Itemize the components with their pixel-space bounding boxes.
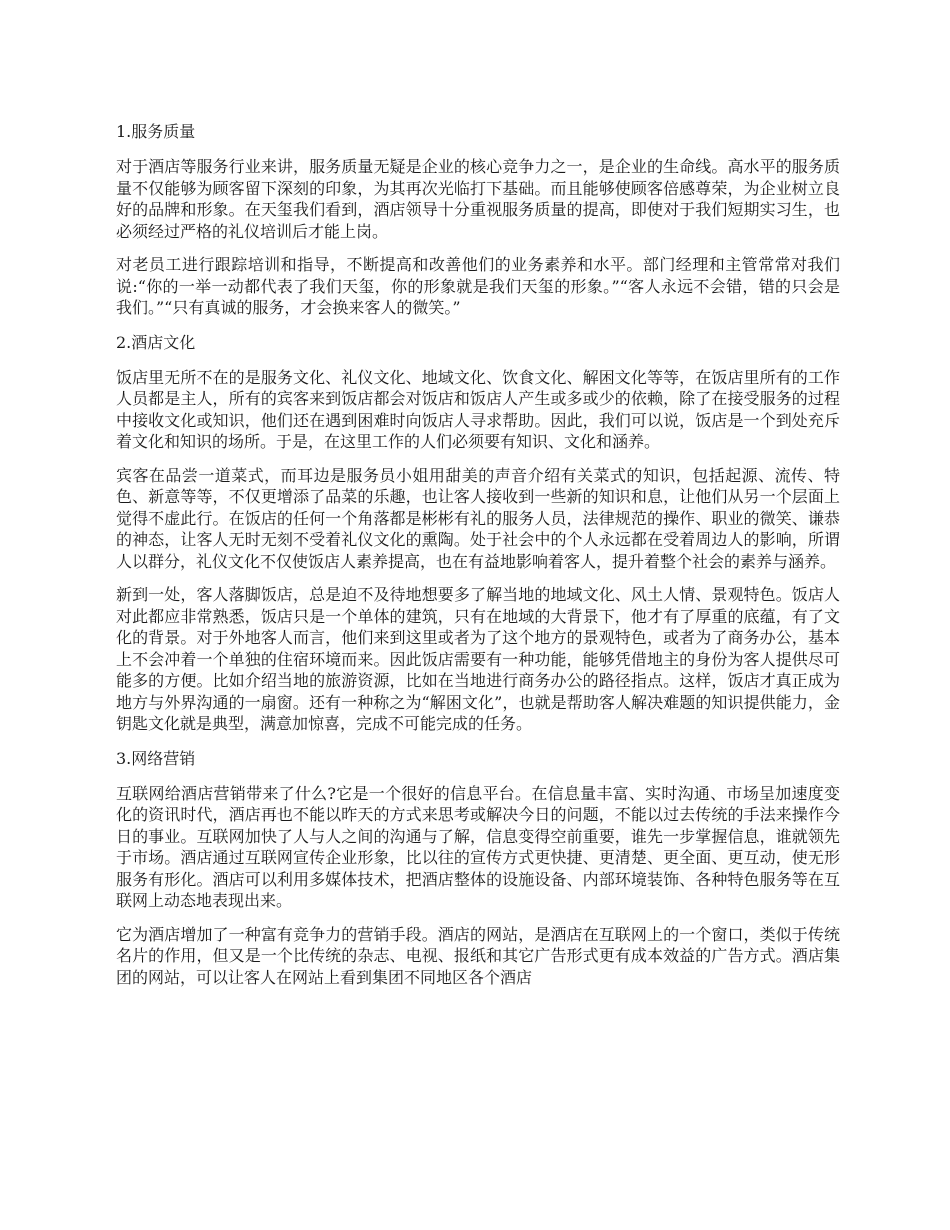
paragraph: 新到一处，客人落脚饭店，总是迫不及待地想要多了解当地的地域文化、风土人情、景观特色。饭店人对此都应非常熟悉，饭店只是一个单体的建筑，只有在地域的大背景下，他才有了厚重的底蕴，有了文化的背景。对于外地客人而言，他们来到这里或者为了这个地方的景观特色，或者为了商务办公，基本上不会冲着一个单独的住宿环境而来。因此饭店需要有一种功能，能够凭借地主的身份为客人提供尽可能多的方便。比如介绍当地的旅游资源，比如在当地进行商务办公的路径指点。这样，饭店才真正成为地方与外界沟通的一扇窗。还有一种称之为“解困文化”，也就是帮助客人解决难题的知识提供能力，金钥匙文化就是典型，满意加惊喜，完成不可能完成的任务。 <box>116 585 840 733</box>
document-page <box>116 120 840 1000</box>
paragraph: 互联网给酒店营销带来了什么?它是一个很好的信息平台。在信息量丰富、实时沟通、市场呈加速度变化的资讯时代，酒店再也不能以昨天的方式来思考或解决今日的问题，不能以过去传统的手法来操作今日的事业。互联网加快了人与人之间的沟通与了解，信息变得空前重要，谁先一步掌握信息，谁就领先于市场。酒店通过互联网宣传企业形象，比以往的宣传方式更快捷、更清楚、更全面、更互动，使无形服务有形化。酒店可以利用多媒体技术，把酒店整体的设施设备、内部环境装饰、各种特色服务等在互联网上动态地表现出来。 <box>116 783 840 910</box>
section-hotel-culture <box>116 331 840 735</box>
section-service-quality <box>116 120 840 319</box>
section-online-marketing <box>116 747 840 989</box>
paragraph: 宾客在品尝一道菜式，而耳边是服务员小姐用甜美的声音介绍有关菜式的知识，包括起源、流传、特色、新意等等，不仅更增添了品菜的乐趣，也让客人接收到一些新的知识和息，让他们从另一个层面上觉得不虚此行。在饭店的任何一个角落都是彬彬有礼的服务人员，法律规范的操作、职业的微笑、谦恭的神态，让客人无时无刻不受着礼仪文化的熏陶。处于社会中的个人永远都在受着周边人的影响，所谓人以群分，礼仪文化不仅使饭店人素养提高，也在有益地影响着客人，提升着整个社会的素养与涵养。 <box>116 465 840 571</box>
section-heading: 1.服务质量 <box>116 122 196 141</box>
paragraph: 对老员工进行跟踪培训和指导，不断提高和改善他们的业务素养和水平。部门经理和主管常常对我们说:“你的一举一动都代表了我们天玺，你的形象就是我们天玺的形象。”“客人永远不会错，错的只会是我们。”“只有真诚的服务，才会换来客人的微笑。” <box>116 255 840 317</box>
section-heading: 2.酒店文化 <box>116 332 196 352</box>
paragraph: 它为酒店增加了一种富有竞争力的营销手段。酒店的网站，是酒店在互联网上的一个窗口，类似于传统名片的作用，但又是一个比传统的杂志、电视、报纸和其它广告形式更有成本效益的广告方式。酒店集团的网站，可以让客人在网站上看到集团不同地区各个酒店 <box>116 924 840 987</box>
paragraph: 对于酒店等服务行业来讲，服务质量无疑是企业的核心竞争力之一，是企业的生命线。高水平的服务质量不仅能够为顾客留下深刻的印象，为其再次光临打下基础。而且能够使顾客倍感尊荣，为企业树立良好的品牌和形象。在天玺我们看到，酒店领导十分重视服务质量的提高，即使对于我们短期实习生，也必须经过严格的礼仪培训后才能上岗。 <box>116 157 840 241</box>
section-heading: 3.网络营销 <box>116 748 196 768</box>
paragraph: 饭店里无所不在的是服务文化、礼仪文化、地域文化、饮食文化、解困文化等等，在饭店里所有的工作人员都是主人，所有的宾客来到饭店都会对饭店和饭店人产生或多或少的依赖，除了在接受服务的过程中接收文化或知识，他们还在遇到困难时向饭店人寻求帮助。因此，我们可以说，饭店是一个到处充斥着文化和知识的场所。于是，在这里工作的人们必须要有知识、文化和涵养。 <box>116 367 840 451</box>
